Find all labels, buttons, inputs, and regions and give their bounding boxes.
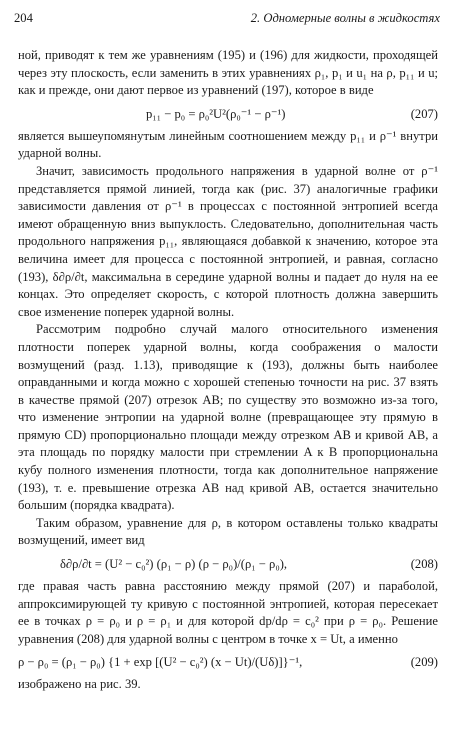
equation-body: p₁₁ − p₀ = ρ₀²U²(ρ₀⁻¹ − ρ⁻¹)	[146, 106, 286, 121]
paragraph: где правая часть равна расстоянию между прямой (207) и параболой, аппроксимирующей ту кривую с постоянной энтропией, которая пересекает ее в точках ρ = ρ₀ и ρ = ρ₁ и для которой dp/dρ = c₀² при ρ = ρ₀. Решение уравнения (208) для ударной волны с центром в точке x = Ut, а именно	[18, 579, 438, 646]
equation-209	[18, 652, 438, 673]
body-text	[18, 47, 438, 694]
page-number: 204	[14, 11, 33, 25]
equation-body: δ∂ρ/∂t = (U² − c₀²) (ρ₁ − ρ) (ρ − ρ₀)/(ρ₁ − ρ₀),	[60, 557, 288, 572]
equation-number: (207)	[410, 106, 438, 121]
equation-body: ρ − ρ₀ = (ρ₁ − ρ₀) {1 + exp [(U² − c₀²) (x − Ut)/(Uδ)]}⁻¹,	[18, 655, 303, 670]
equation-208	[18, 554, 438, 575]
paragraph: Рассмотрим подробно случай малого относительного изменения плотности поперек ударной волны, когда соображения о малости возмущений (разд. 1.13), приводящие к (193), должны быть наиболее оправданными и когда можно с хорошей степенью точности на рис. 37 взять в качестве прямой (207) отрезок AB; по существу это возможно из-за того, что изменение энтропии на ударной волне (превращающее эту прямую в прямую CD) пропорционально площади между отрезком AB и кривой AB, а эта площадь по порядку малости при стремлении A к B пропорциональна кубу полного изменения плотности, тогда как дополнительное напряжение (193), т. е. превышение отрезка AB над кривой AB, остается значительно большим (порядка квадрата).	[18, 322, 438, 513]
paragraph: ной, приводят к тем же уравнениям (195) и (196) для жидкости, проходящей через эту плоскость, если заменить в этих уравнениях ρ₁, p₁ и u₁ на ρ, p₁₁ и u; как и прежде, они дают первое из уравнений (197), которое в виде	[18, 48, 438, 98]
page-header	[14, 10, 440, 28]
paragraph: Значит, зависимость продольного напряжения в ударной волне от ρ⁻¹ представляется прямой линией, тогда как (рис. 37) аналогичные графики зависимости давления от ρ⁻¹ в процессах с постоянной энтропией всегда имеют обращенную вниз выпуклость. Следовательно, дополнительная часть продольного напряжения p₁₁, являющаяся добавкой к значению, которое эта величина имеет для процесса с постоянной энтропией, и равная, согласно (193), δ∂ρ/∂t, максимальна в середине ударной волны и падает до нуля на ее концах. Это определяет скорость, с которой плотность должна завершить свое изменение поперек ударной волны.	[18, 163, 438, 319]
paragraph: изображено на рис. 39.	[18, 677, 141, 692]
paragraph: Таким образом, уравнение для ρ, в котором оставлены только квадраты возмущений, имеет вид	[18, 515, 438, 548]
equation-number: (208)	[410, 557, 438, 572]
paragraph: является вышеупомянутым линейным соотношением между p₁₁ и ρ⁻¹ внутри ударной волны.	[18, 128, 438, 161]
equation-207	[18, 104, 438, 125]
equation-number: (209)	[410, 655, 438, 670]
running-title: 2. Одномерные волны в жидкостях	[250, 11, 440, 25]
